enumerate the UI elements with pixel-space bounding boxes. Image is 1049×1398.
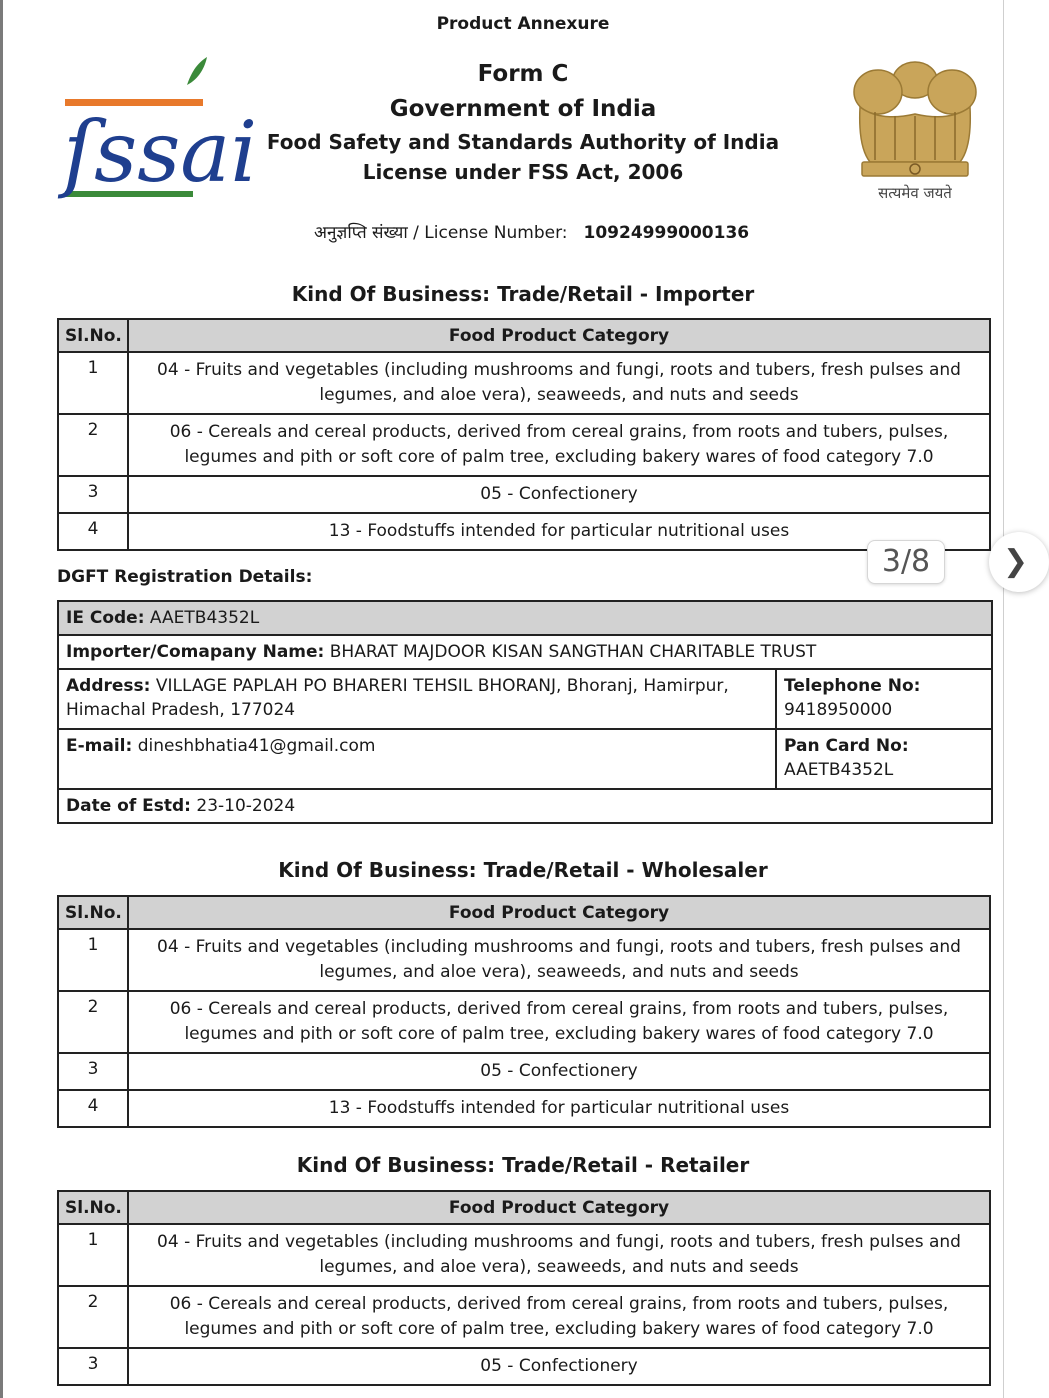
row-sl: 1 — [58, 1224, 128, 1286]
row-sl: 2 — [58, 1286, 128, 1348]
row-category: 13 - Foodstuffs intended for particular nutritional uses — [128, 1090, 990, 1127]
address-row — [58, 669, 992, 729]
row-category: 05 - Confectionery — [128, 1348, 990, 1385]
table-row — [58, 929, 990, 991]
row-category: 06 - Cereals and cereal products, derived from cereal grains, from roots and tubers, pulses, legumes and pith or soft core of palm tree, excluding bakery wares of food category 7.0 — [128, 414, 990, 476]
table-row — [58, 1348, 990, 1385]
table-header-row — [58, 896, 990, 929]
form-title: Form C — [477, 61, 569, 87]
government-title: Government of India — [389, 96, 657, 122]
row-category: 05 - Confectionery — [128, 1053, 990, 1090]
address-label: Address: — [66, 676, 151, 696]
row-category: 05 - Confectionery — [128, 476, 990, 513]
estd-label: Date of Estd: — [66, 796, 191, 816]
email-value: dineshbhatia41@gmail.com — [137, 736, 376, 756]
table-row — [58, 1224, 990, 1286]
company-name-value: BHARAT MAJDOOR KISAN SANGTHAN CHARITABLE TRUST — [329, 642, 817, 662]
row-category: 06 - Cereals and cereal products, derived from cereal grains, from roots and tubers, pulses, legumes and pith or soft core of palm tree, excluding bakery wares of food category 7.0 — [128, 1286, 990, 1348]
license-number: 10924999000136 — [583, 223, 750, 243]
row-sl: 4 — [58, 1090, 128, 1127]
company-name-row — [58, 635, 992, 669]
table-row — [58, 414, 990, 476]
address-value: VILLAGE PAPLAH PO BHARERI TEHSIL BHORANJ, Bhoranj, Hamirpur, Himachal Pradesh, 177024 — [66, 676, 729, 720]
row-sl: 3 — [58, 1053, 128, 1090]
table-row — [58, 1053, 990, 1090]
section-title-importer: Kind Of Business: Trade/Retail - Importer — [291, 282, 755, 306]
col-sl-header: Sl.No. — [58, 896, 128, 929]
pan-label: Pan Card No: — [784, 736, 909, 756]
row-sl: 1 — [58, 929, 128, 991]
row-category: 04 - Fruits and vegetables (including mushrooms and fungi, roots and tubers, fresh pulses and legumes, and aloe vera), seaweeds, and nuts and seeds — [128, 1224, 990, 1286]
ie-code-value: AAETB4352L — [149, 608, 260, 628]
section-title-wholesaler: Kind Of Business: Trade/Retail - Wholesaler — [278, 858, 768, 882]
table-row — [58, 476, 990, 513]
table-header-row — [58, 319, 990, 352]
estd-value: 23-10-2024 — [196, 796, 296, 816]
ie-code-label: IE Code: — [66, 608, 145, 628]
table-header-row — [58, 1191, 990, 1224]
table-row — [58, 352, 990, 414]
section-title-retailer: Kind Of Business: Trade/Retail - Retailer — [296, 1153, 750, 1177]
license-act: License under FSS Act, 2006 — [362, 160, 684, 184]
row-sl: 3 — [58, 476, 128, 513]
estd-row — [58, 789, 992, 823]
license-label: अनुज्ञप्ति संख्या / License Number: — [314, 223, 568, 243]
wholesaler-category-table — [57, 895, 991, 1128]
page-indicator: 3/8 — [867, 540, 945, 584]
row-sl: 2 — [58, 991, 128, 1053]
dgft-table — [57, 600, 993, 824]
page-right-edge — [1003, 0, 1004, 1398]
row-category: 13 - Foodstuffs intended for particular nutritional uses — [128, 513, 990, 550]
email-label: E-mail: — [66, 736, 133, 756]
col-sl-header: Sl.No. — [58, 319, 128, 352]
row-sl: 2 — [58, 414, 128, 476]
chevron-right-icon: ❯ — [1003, 544, 1029, 579]
col-category-header: Food Product Category — [128, 896, 990, 929]
pan-value: AAETB4352L — [784, 760, 894, 780]
importer-category-table — [57, 318, 991, 551]
license-number-line — [314, 220, 749, 243]
telephone-label: Telephone No: — [784, 676, 921, 696]
retailer-category-table — [57, 1190, 991, 1386]
table-row — [58, 991, 990, 1053]
company-name-label: Importer/Comapany Name: — [66, 642, 325, 662]
telephone-value: 9418950000 — [784, 700, 893, 720]
col-category-header: Food Product Category — [128, 319, 990, 352]
svg-text:सत्यमेव जयते: सत्यमेव जयते — [878, 184, 952, 202]
row-category: 06 - Cereals and cereal products, derived from cereal grains, from roots and tubers, pulses, legumes and pith or soft core of palm tree, excluding bakery wares of food category 7.0 — [128, 991, 990, 1053]
row-sl: 1 — [58, 352, 128, 414]
row-category: 04 - Fruits and vegetables (including mushrooms and fungi, roots and tubers, fresh pulses and legumes, and aloe vera), seaweeds, and nuts and seeds — [128, 929, 990, 991]
next-page-button[interactable] — [989, 532, 1049, 592]
svg-text:ſssai: ſssai — [63, 103, 258, 201]
row-category: 04 - Fruits and vegetables (including mushrooms and fungi, roots and tubers, fresh pulses and legumes, and aloe vera), seaweeds, and nuts and seeds — [128, 352, 990, 414]
email-row — [58, 729, 992, 789]
dgft-title: DGFT Registration Details: — [57, 567, 313, 587]
authority-title: Food Safety and Standards Authority of India — [266, 130, 780, 154]
page-left-edge — [0, 0, 3, 1398]
col-sl-header: Sl.No. — [58, 1191, 128, 1224]
form-header — [0, 58, 1046, 187]
table-row — [58, 1286, 990, 1348]
col-category-header: Food Product Category — [128, 1191, 990, 1224]
annexure-title: Product Annexure — [436, 14, 610, 34]
ie-code-row — [58, 601, 992, 635]
row-sl: 4 — [58, 513, 128, 550]
row-sl: 3 — [58, 1348, 128, 1385]
table-row — [58, 513, 990, 550]
table-row — [58, 1090, 990, 1127]
